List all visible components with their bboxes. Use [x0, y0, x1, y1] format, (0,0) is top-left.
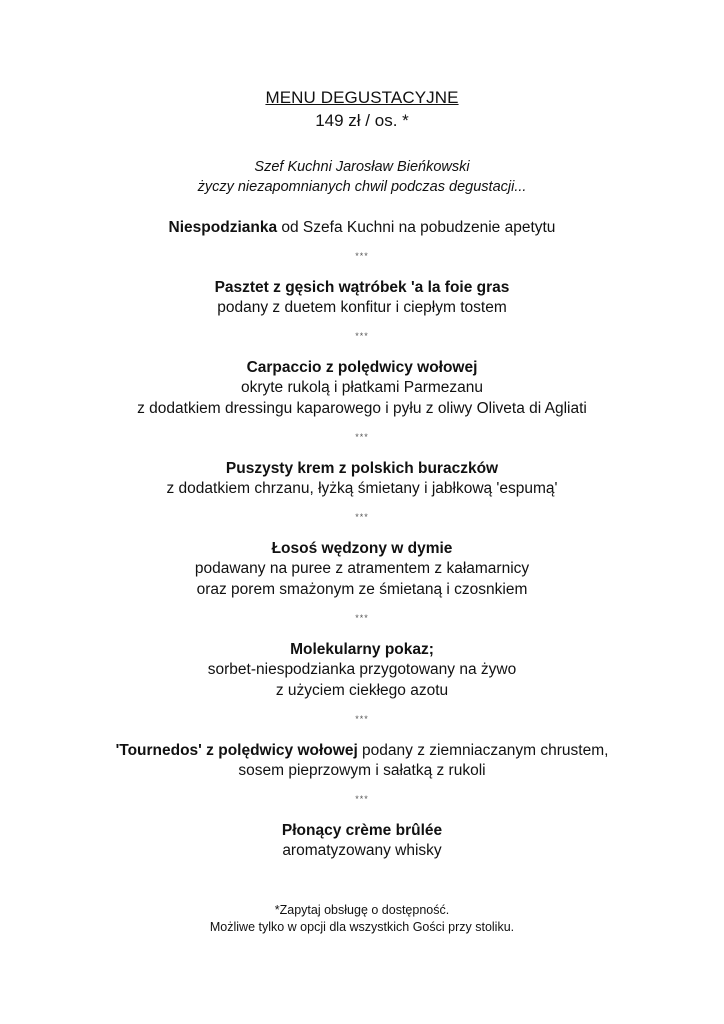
chef-greeting: życzy niezapomnianych chwil podczas degustacji...	[197, 179, 527, 195]
surprise-description: od Szefa Kuchni na pobudzenie apetytu	[277, 219, 556, 236]
footnote-condition: Możliwe tylko w opcji dla wszystkich Gości przy stoliku.	[209, 920, 515, 934]
course-name: Puszysty krem z polskich buraczków	[225, 460, 499, 477]
separator: ***	[355, 714, 369, 724]
course-name: Carpaccio z polędwicy wołowej	[246, 359, 478, 376]
surprise-name: Niespodzianka	[168, 219, 278, 236]
separator: ***	[355, 512, 369, 522]
course-description: sosem pieprzowym i sałatką z rukoli	[238, 762, 486, 779]
separator: ***	[355, 613, 369, 623]
separator: ***	[355, 794, 369, 804]
menu-title: MENU DEGUSTACYJNE	[265, 88, 459, 107]
course-description: podany z duetem konfitur i ciepłym tostem	[217, 299, 507, 316]
separator: ***	[355, 432, 369, 442]
course-name: 'Tournedos' z polędwicy wołowej	[115, 742, 358, 759]
chef-name: Szef Kuchni Jarosław Bieńkowski	[254, 159, 470, 175]
course-description: aromatyzowany whisky	[282, 842, 442, 859]
course-name: Pasztet z gęsich wątróbek 'a la foie gras	[214, 279, 510, 296]
course-description: sorbet-niespodzianka przygotowany na żywo	[207, 661, 517, 678]
course-line	[0, 742, 724, 761]
course-name: Łosoś wędzony w dymie	[271, 540, 453, 557]
menu-price: 149 zł / os. *	[315, 111, 409, 130]
course-description: z użyciem ciekłego azotu	[275, 682, 449, 699]
course-description: podany z ziemniaczanym chrustem,	[357, 742, 609, 759]
surprise-course	[0, 219, 724, 238]
separator: ***	[355, 251, 369, 261]
footnote-availability: *Zapytaj obsługę o dostępność.	[274, 903, 450, 917]
course-name: Molekularny pokaz;	[290, 641, 434, 658]
course-description: oraz porem smażonym ze śmietaną i czosnkiem	[196, 581, 528, 598]
course-description: z dodatkiem dressingu kaparowego i pyłu z oliwy Oliveta di Agliati	[137, 400, 587, 417]
separator: ***	[355, 331, 369, 341]
course-description: okryte rukolą i płatkami Parmezanu	[240, 379, 484, 396]
course-description: podawany na puree z atramentem z kałamarnicy	[194, 560, 530, 577]
course-name: Płonący crème brûlée	[281, 822, 443, 839]
course-description: z dodatkiem chrzanu, łyżką śmietany i jabłkową 'espumą'	[166, 480, 558, 497]
